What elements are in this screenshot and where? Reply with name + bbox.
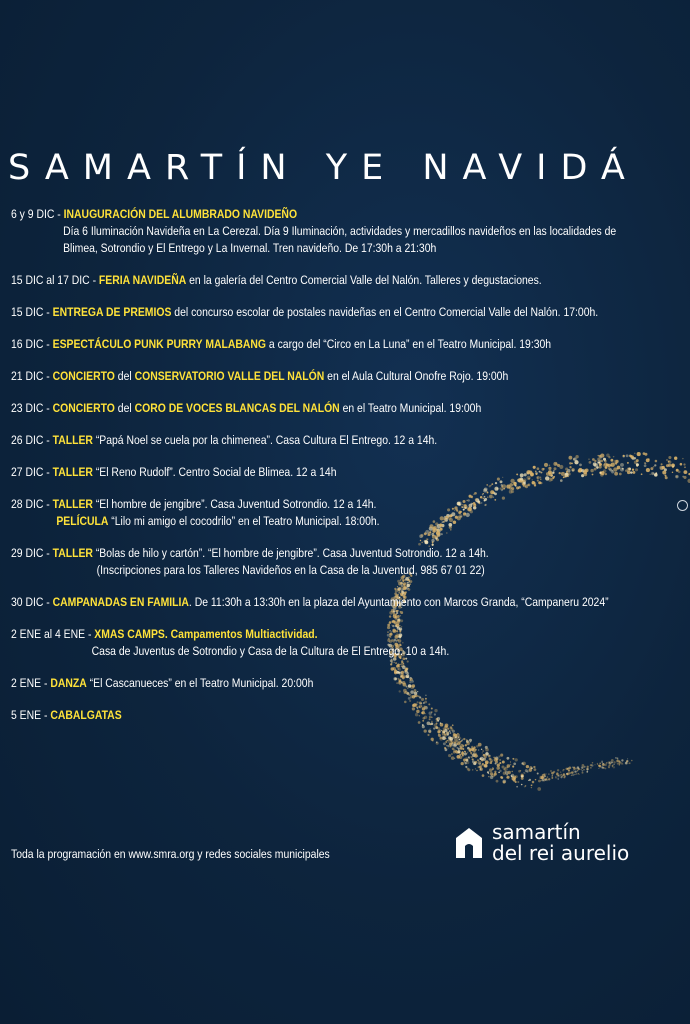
event-highlight: TALLER bbox=[52, 546, 93, 560]
event-text: Blimea, Sotrondio y El Entrego y La Invernal. Tren navideño. De 17:30h a 21:30h bbox=[63, 241, 437, 255]
house-logo-icon bbox=[454, 826, 484, 860]
event-highlight: PELÍCULA bbox=[56, 514, 109, 528]
event-text: del concurso escolar de postales navideñas en el Centro Comercial Valle del Nalón. 17:00h. bbox=[171, 305, 599, 319]
event-line bbox=[11, 464, 683, 481]
event-highlight: INAUGURACIÓN DEL ALUMBRADO NAVIDEÑO bbox=[63, 207, 298, 221]
event-highlight: CORO DE VOCES BLANCAS DEL NALÓN bbox=[134, 401, 340, 415]
event-text: 26 DIC - bbox=[11, 433, 53, 447]
event-line bbox=[11, 368, 683, 385]
event-line bbox=[11, 223, 683, 240]
event-highlight: XMAS CAMPS. Campamentos Multiactividad. bbox=[94, 627, 318, 641]
event-item bbox=[11, 594, 683, 611]
event-text: 29 DIC - bbox=[11, 546, 53, 560]
page-title: SAMARTÍN YE NAVIDÁ bbox=[8, 148, 639, 188]
event-item bbox=[11, 304, 683, 321]
event-highlight: FERIA NAVIDEÑA bbox=[98, 273, 187, 287]
event-line bbox=[11, 643, 683, 660]
event-text: . De 11:30h a 13:30h en la plaza del Ayuntamiento con Marcos Granda, “Campaneru 2024” bbox=[188, 595, 609, 609]
event-highlight: CONCIERTO bbox=[52, 401, 115, 415]
event-highlight: TALLER bbox=[52, 433, 93, 447]
event-text: “El hombre de jengibre”. Casa Juventud Sotrondio. 12 a 14h. bbox=[92, 497, 377, 511]
event-line bbox=[11, 432, 683, 449]
event-text: “El Cascanueces” en el Teatro Municipal. 20:00h bbox=[86, 676, 314, 690]
event-text: 5 ENE - bbox=[11, 708, 51, 722]
event-highlight: ENTREGA DE PREMIOS bbox=[52, 305, 172, 319]
event-item bbox=[11, 707, 683, 724]
event-text: en la galería del Centro Comercial Valle del Nalón. Talleres y degustaciones. bbox=[186, 273, 542, 287]
event-line bbox=[11, 513, 683, 530]
event-text: Casa de Juventus de Sotrondio y Casa de la Cultura de El Entrego. 10 a 14h. bbox=[91, 644, 450, 658]
event-line bbox=[11, 400, 683, 417]
event-item bbox=[11, 336, 683, 353]
event-text: “Bolas de hilo y cartón”. “El hombre de jengibre”. Casa Juventud Sotrondio. 12 a 14h. bbox=[92, 546, 489, 560]
event-text: 2 ENE al 4 ENE - bbox=[11, 627, 95, 641]
event-text: 23 DIC - bbox=[11, 401, 53, 415]
event-item bbox=[11, 432, 683, 449]
event-highlight: CONSERVATORIO VALLE DEL NALÓN bbox=[134, 369, 325, 383]
event-line bbox=[11, 304, 683, 321]
logo-wordmark bbox=[492, 822, 629, 864]
event-line bbox=[11, 626, 683, 643]
event-highlight: CAMPANADAS EN FAMILIA bbox=[52, 595, 189, 609]
event-line bbox=[11, 240, 683, 257]
event-highlight: ESPECTÁCULO PUNK PURRY MALABANG bbox=[52, 337, 267, 351]
event-item bbox=[11, 496, 683, 530]
event-text: 2 ENE - bbox=[11, 676, 51, 690]
event-item bbox=[11, 272, 683, 289]
event-line bbox=[11, 675, 683, 692]
event-item bbox=[11, 675, 683, 692]
footer-note: Toda la programación en www.smra.org y redes sociales municipales bbox=[11, 847, 330, 861]
event-text: 27 DIC - bbox=[11, 465, 53, 479]
logo-line-2: del rei aurelio bbox=[492, 841, 630, 865]
event-text: en el Aula Cultural Onofre Rojo. 19:00h bbox=[324, 369, 509, 383]
event-list bbox=[11, 206, 617, 739]
event-text: “El Reno Rudolf”. Centro Social de Blimea. 12 a 14h bbox=[92, 465, 337, 479]
event-text: Día 6 Iluminación Navideña en La Cerezal. Día 9 Iluminación, actividades y mercadillos navideños en las localidades de bbox=[63, 224, 617, 238]
event-text: (Inscripciones para los Talleres Navideños en la Casa de la Juventud, 985 67 01 22) bbox=[96, 563, 485, 577]
certification-badge-icon bbox=[677, 500, 688, 511]
event-highlight: TALLER bbox=[52, 497, 93, 511]
event-item bbox=[11, 206, 683, 257]
logo-line-1: samartín bbox=[492, 820, 581, 844]
event-text: 6 y 9 DIC - bbox=[11, 207, 64, 221]
event-item bbox=[11, 626, 683, 660]
event-line bbox=[11, 545, 683, 562]
event-line bbox=[11, 594, 683, 611]
event-highlight: CONCIERTO bbox=[52, 369, 115, 383]
event-text: en el Teatro Municipal. 19:00h bbox=[339, 401, 482, 415]
event-text: “Papá Noel se cuela por la chimenea”. Casa Cultura El Entrego. 12 a 14h. bbox=[92, 433, 438, 447]
event-text: del bbox=[114, 369, 135, 383]
event-text: a cargo del “Circo en La Luna” en el Teatro Municipal. 19:30h bbox=[266, 337, 552, 351]
event-text: 21 DIC - bbox=[11, 369, 53, 383]
event-text: 15 DIC - bbox=[11, 305, 53, 319]
event-highlight: CABALGATAS bbox=[50, 708, 122, 722]
event-highlight: DANZA bbox=[50, 676, 87, 690]
event-line bbox=[11, 562, 683, 579]
event-line bbox=[11, 707, 683, 724]
event-text: del bbox=[114, 401, 135, 415]
event-item bbox=[11, 368, 683, 385]
event-text: “Lilo mi amigo el cocodrilo” en el Teatro Municipal. 18:00h. bbox=[108, 514, 380, 528]
event-line bbox=[11, 206, 683, 223]
event-item bbox=[11, 400, 683, 417]
event-text: 16 DIC - bbox=[11, 337, 53, 351]
event-highlight: TALLER bbox=[52, 465, 93, 479]
event-line bbox=[11, 336, 683, 353]
event-text: 28 DIC - bbox=[11, 497, 53, 511]
event-line bbox=[11, 496, 683, 513]
event-item bbox=[11, 464, 683, 481]
event-item bbox=[11, 545, 683, 579]
event-text: 15 DIC al 17 DIC - bbox=[11, 273, 99, 287]
municipal-logo bbox=[454, 822, 664, 872]
event-text: 30 DIC - bbox=[11, 595, 53, 609]
event-line bbox=[11, 272, 683, 289]
